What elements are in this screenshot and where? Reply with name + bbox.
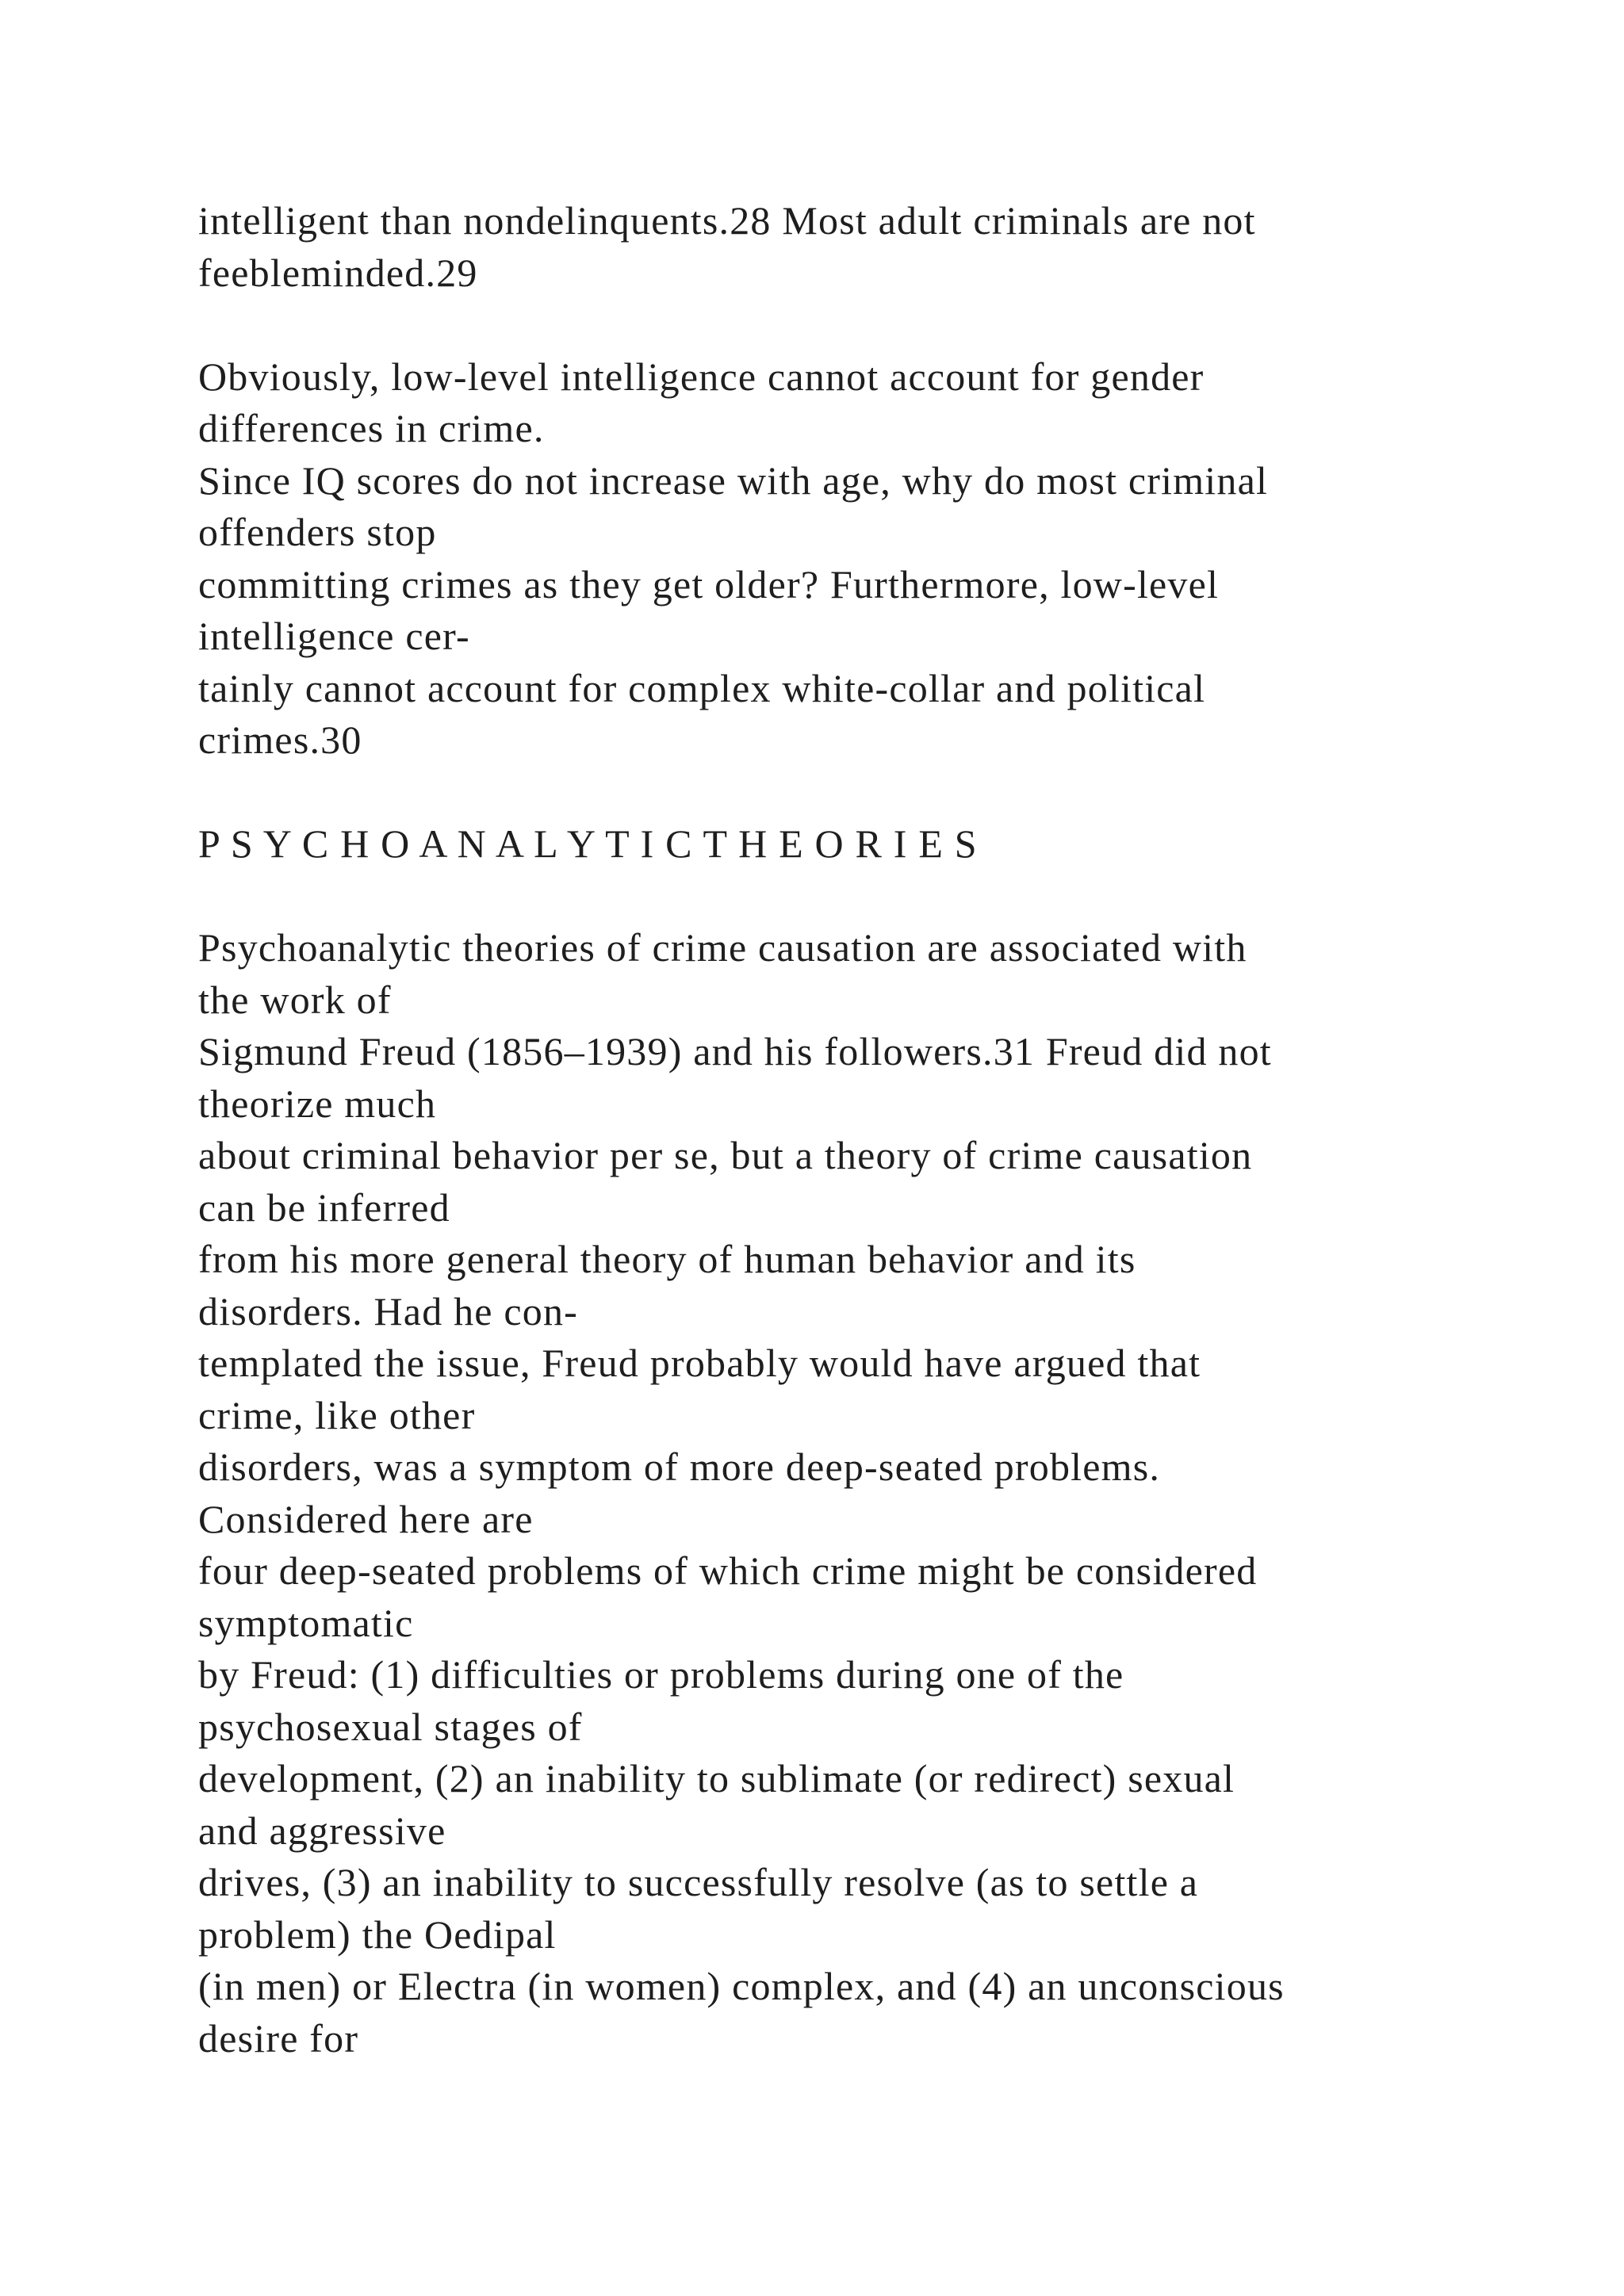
text-line: crime, like other: [198, 1392, 476, 1437]
text-line: Obviously, low-level intelligence cannot account for gender: [198, 354, 1205, 399]
text-line: four deep-seated problems of which crime might be considered: [198, 1548, 1258, 1593]
text-line: about criminal behavior per se, but a theory of crime causation: [198, 1133, 1253, 1177]
paragraph-low-level-intelligence: [198, 351, 1546, 767]
text-line: disorders. Had he con-: [198, 1288, 579, 1334]
text-line: Considered here are: [198, 1496, 534, 1541]
text-line: tainly cannot account for complex white-collar and political: [198, 665, 1206, 710]
text-line: intelligent than nondelinquents.28 Most adult criminals are not: [198, 198, 1256, 243]
text-line: drives, (3) an inability to successfully resolve (as to settle a: [198, 1860, 1199, 1904]
text-line: from his more general theory of human behavior and its: [198, 1237, 1136, 1281]
text-line: disorders, was a symptom of more deep-seated problems.: [198, 1445, 1161, 1489]
text-line: Psychoanalytic theories of crime causation are associated with: [198, 925, 1247, 970]
text-line: by Freud: (1) difficulties or problems during one of the: [198, 1652, 1124, 1697]
paragraph-gap: [198, 767, 1546, 819]
text-line: and aggressive: [198, 1808, 446, 1853]
text-line: offenders stop: [198, 510, 437, 554]
paragraph-gap: [198, 871, 1546, 923]
paragraph-iq-delinquents: [198, 195, 1546, 299]
text-line: (in men) or Electra (in women) complex, and (4) an unconscious: [198, 1964, 1285, 2008]
text-line: the work of: [198, 977, 392, 1022]
text-line: can be inferred: [198, 1184, 450, 1230]
text-line: templated the issue, Freud probably would have argued that: [198, 1341, 1201, 1385]
text-line: crimes.30: [198, 718, 362, 762]
text-line: intelligence cer-: [198, 614, 470, 658]
text-line: symptomatic: [198, 1600, 414, 1645]
text-line: differences in crime.: [198, 406, 545, 450]
text-line: theorize much: [198, 1081, 437, 1126]
paragraph-psychoanalytic: [198, 922, 1546, 2064]
text-line: desire for: [198, 2015, 359, 2061]
document-body: [198, 195, 1546, 2064]
text-line: committing crimes as they get older? Furthermore, low-level: [198, 561, 1220, 607]
text-line: problem) the Oedipal: [198, 1911, 557, 1957]
text-line: Since IQ scores do not increase with age, why do most criminal: [198, 457, 1269, 503]
text-line: psychosexual stages of: [198, 1704, 583, 1749]
text-line: development, (2) an inability to sublimate (or redirect) sexual: [198, 1756, 1235, 1800]
text-line: feebleminded.29: [198, 250, 478, 295]
section-heading: P S Y C H O A N A L Y T I C T H E O R I E S: [198, 821, 978, 866]
paragraph-gap: [198, 299, 1546, 351]
text-line: Sigmund Freud (1856–1939) and his followers.31 Freud did not: [198, 1029, 1272, 1073]
